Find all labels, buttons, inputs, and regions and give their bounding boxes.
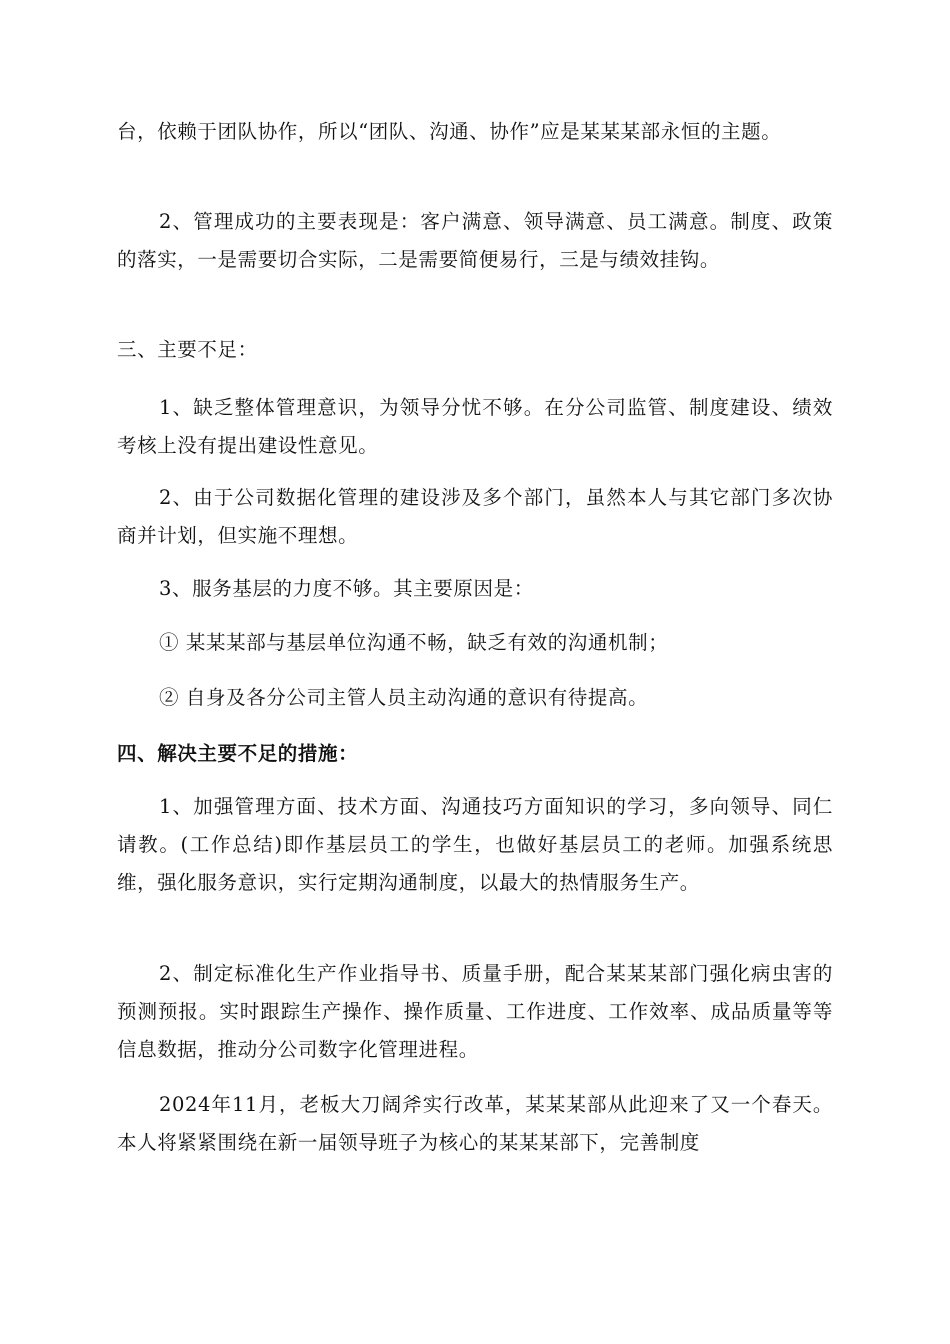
section-heading-shortcomings: 三、主要不足： (117, 338, 258, 361)
paragraph-measure-1: 1、加强管理方面、技术方面、沟通技巧方面知识的学习，多向领导、同仁请教。(工作总结)即作基层员工的学生，也做好基层员工的老师。加强系统思维，强化服务意识，实行定期沟通制度，以最大的热情服务生产。 (117, 795, 833, 894)
paragraph-continuation: 台，依赖于团队协作，所以“团队、沟通、协作”应是某某某部永恒的主题。 (117, 120, 782, 143)
paragraph-shortcoming-3: 3、服务基层的力度不够。其主要原因是： (159, 577, 534, 600)
paragraph-shortcoming-1: 1、缺乏整体管理意识，为领导分忧不够。在分公司监管、制度建设、绩效考核上没有提出建设性意见。 (117, 396, 833, 457)
list-item-reason-1: ① 某某某部与基层单位沟通不畅，缺乏有效的沟通机制； (159, 631, 669, 654)
section-heading-measures: 四、解决主要不足的措施： (117, 742, 359, 765)
list-item-reason-2: ② 自身及各分公司主管人员主动沟通的意识有待提高。 (159, 686, 649, 709)
paragraph-shortcoming-2: 2、由于公司数据化管理的建设涉及多个部门，虽然本人与其它部门多次协商并计划，但实施不理想。 (117, 486, 833, 547)
paragraph-measure-2: 2、制定标准化生产作业指导书、质量手册，配合某某某部门强化病虫害的预测预报。实时跟踪生产操作、操作质量、工作进度、工作效率、成品质量等等信息数据，推动分公司数字化管理进程。 (117, 962, 833, 1061)
paragraph-management-success: 2、管理成功的主要表现是：客户满意、领导满意、员工满意。制度、政策的落实，一是需要切合实际，二是需要简便易行，三是与绩效挂钩。 (117, 210, 833, 271)
paragraph-conclusion: 2024年11月，老板大刀阔斧实行改革，某某某部从此迎来了又一个春天。本人将紧紧围绕在新一届领导班子为核心的某某某部下，完善制度 (117, 1093, 833, 1154)
